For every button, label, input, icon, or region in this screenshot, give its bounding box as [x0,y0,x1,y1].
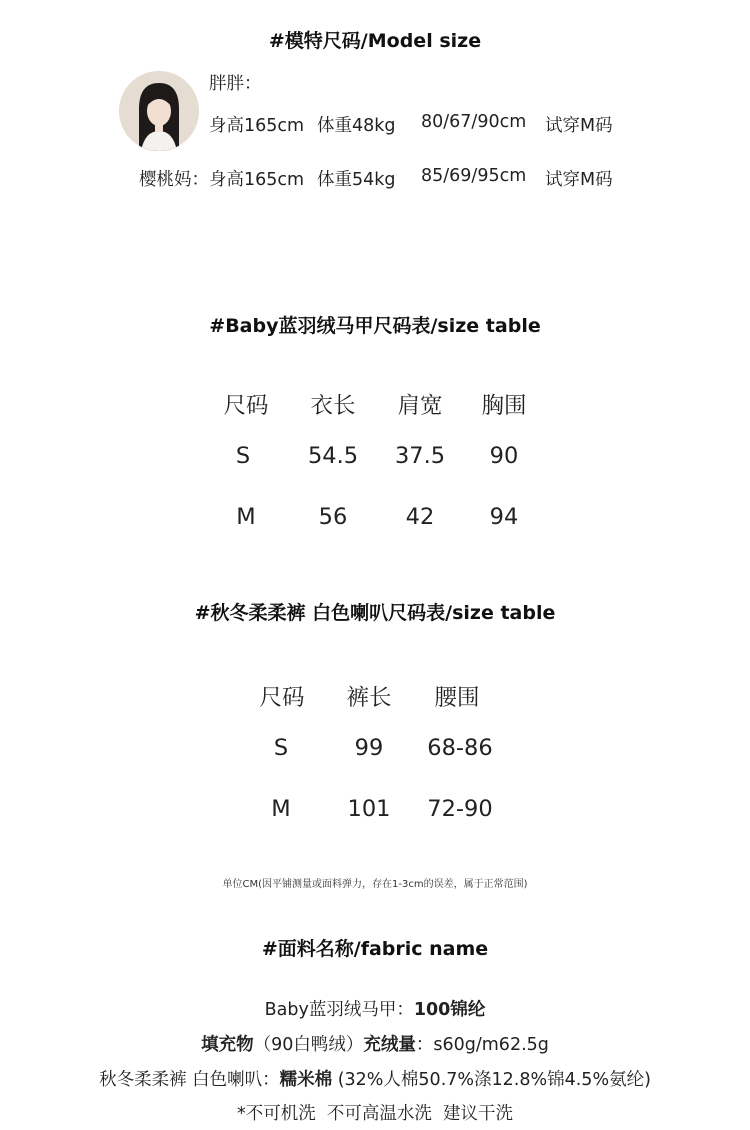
fabric-line-vest [0,996,750,1021]
vest-m-length: 56 [318,504,348,530]
vest-header-chest: 胸围 [481,393,527,419]
pants-s-waist: 68-86 [427,735,493,761]
model2-name: 樱桃妈： [139,170,209,190]
model2-height: 身高165cm [209,170,305,190]
pants-s-size: S [273,735,289,761]
fabric-heading: #面料名称/fabric name [261,938,489,960]
vest-m-shoulder: 42 [405,504,435,530]
vest-fabric-label: Baby蓝羽绒马甲： [264,1000,414,1020]
model1-name: 胖胖： [209,74,262,94]
pants-m-length: 101 [347,796,391,822]
pants-fabric-composition: (32%人棉50.7%涤12.8%锦4.5%氨纶) [332,1070,651,1090]
vest-header-shoulder: 肩宽 [397,393,443,419]
pants-s-length: 99 [354,735,384,761]
fabric-line-pants [0,1066,750,1091]
model1-fit: 试穿M码 [545,116,613,136]
pants-header-waist: 腰围 [434,685,480,711]
model2-measurements: 85/69/95cm [421,166,527,186]
vest-s-length: 54.5 [307,443,359,469]
vest-s-chest: 90 [489,443,519,469]
vest-s-size: S [235,443,251,469]
model1-height: 身高165cm [209,116,305,136]
filling-type: （90白鸭绒） [253,1035,364,1055]
vest-header-size: 尺码 [223,393,269,419]
model-size-heading: #模特尺码/Model size [268,30,482,52]
model2-fit: 试穿M码 [545,170,613,190]
vest-fabric-value: 100锦纶 [413,1000,486,1020]
fill-amount-value: ：s60g/m62.5g [415,1035,549,1055]
vest-s-shoulder: 37.5 [394,443,446,469]
vest-size-heading: #Baby蓝羽绒马甲尺码表/size table [209,315,541,337]
vest-m-chest: 94 [489,504,519,530]
model1-weight: 体重48kg [317,116,396,136]
pants-header-size: 尺码 [259,685,305,711]
vest-header-length: 衣长 [310,393,356,419]
pants-m-waist: 72-90 [427,796,493,822]
vest-m-size: M [236,504,256,530]
pants-fabric-material: 糯米棉 [279,1070,333,1090]
model2-weight: 体重54kg [317,170,396,190]
care-instructions: *不可机洗 不可高温水洗 建议干洗 [237,1104,513,1124]
pants-size-heading: #秋冬柔柔裤 白色喇叭尺码表/size table [194,602,556,624]
fabric-line-filling [0,1031,750,1056]
measurement-note: 单位CM(因平铺测量或面料弹力，存在1-3cm的误差，属于正常范围) [222,879,528,890]
filling-label: 填充物 [201,1035,254,1055]
pants-m-size: M [271,796,291,822]
fill-amount-label: 充绒量 [363,1035,416,1055]
model-avatar [119,71,199,151]
pants-fabric-label: 秋冬柔柔裤 白色喇叭： [99,1070,280,1090]
pants-header-length: 裤长 [346,685,392,711]
model1-measurements: 80/67/90cm [421,112,527,132]
